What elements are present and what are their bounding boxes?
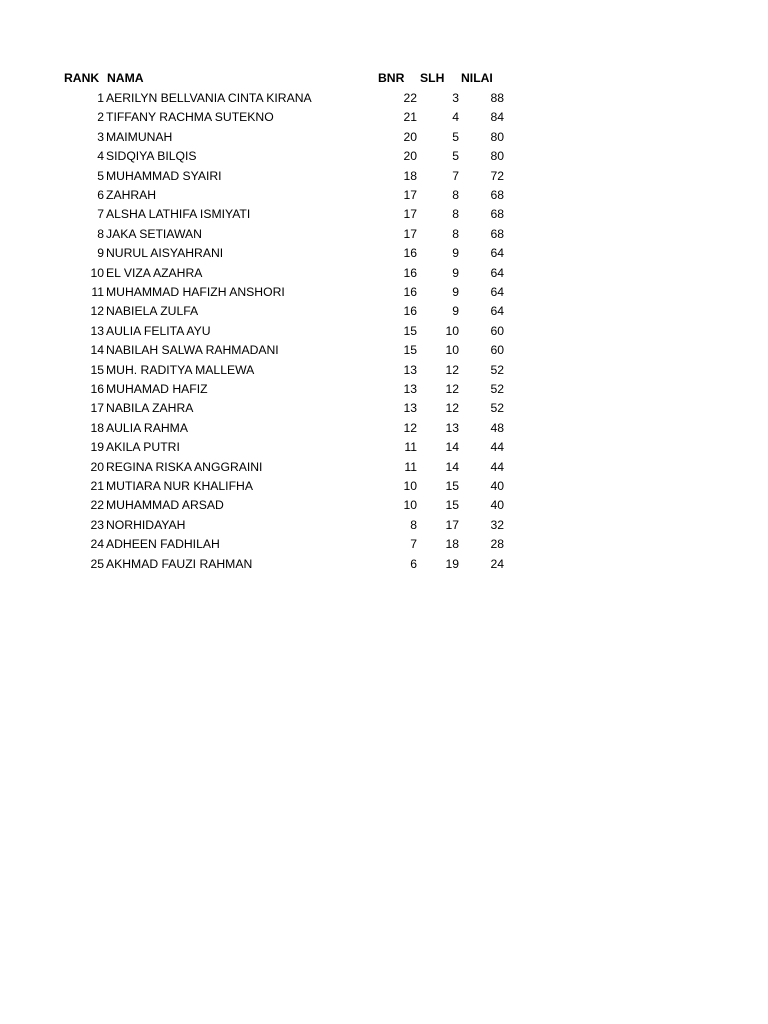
cell-nilai: 64 [490, 304, 504, 319]
cell-slh: 3 [452, 91, 459, 105]
cell-nama: AKILA PUTRI [106, 440, 180, 455]
cell-rank: 25 [90, 556, 104, 571]
cell-nama: MUH. RADITYA MALLEWA [106, 362, 255, 377]
cell-nama: MUHAMMAD HAFIZH ANSHORI [106, 285, 285, 299]
cell-nilai: 44 [490, 459, 504, 474]
cell-nilai: 60 [490, 343, 504, 358]
cell-slh: 4 [452, 110, 459, 125]
cell-nama: EL VIZA AZAHRA [106, 265, 203, 280]
table-row [0, 108, 768, 127]
cell-bnr: 13 [403, 362, 417, 377]
cell-nilai: 52 [490, 401, 504, 416]
cell-bnr: 8 [410, 517, 417, 532]
cell-rank: 7 [97, 207, 104, 222]
table-row [0, 128, 768, 147]
header-rank: RANK [64, 71, 100, 85]
cell-slh: 7 [452, 168, 459, 183]
cell-slh: 17 [445, 517, 459, 532]
cell-rank: 3 [97, 129, 104, 144]
cell-bnr: 17 [403, 207, 417, 222]
cell-nilai: 40 [490, 479, 504, 493]
cell-nama: ALSHA LATHIFA ISMIYATI [106, 207, 251, 222]
cell-nama: AULIA FELITA AYU [106, 323, 211, 338]
table-row [0, 264, 768, 283]
cell-slh: 5 [452, 149, 459, 164]
cell-slh: 10 [445, 323, 459, 338]
cell-bnr: 20 [403, 149, 417, 164]
cell-bnr: 15 [403, 323, 417, 338]
cell-bnr: 22 [403, 91, 417, 105]
cell-rank: 4 [97, 149, 104, 164]
table-row [0, 419, 768, 438]
cell-slh: 14 [445, 459, 459, 474]
cell-bnr: 10 [403, 479, 417, 493]
table-row [0, 225, 768, 244]
cell-rank: 6 [97, 188, 104, 202]
table-row [0, 186, 768, 205]
table-row [0, 167, 768, 186]
table-row [0, 380, 768, 399]
cell-bnr: 15 [403, 343, 417, 358]
cell-rank: 15 [90, 362, 104, 377]
cell-nilai: 40 [490, 498, 504, 513]
header-slh: SLH [420, 71, 445, 85]
cell-nilai: 84 [490, 110, 504, 125]
cell-nilai: 64 [490, 265, 504, 280]
cell-bnr: 10 [403, 498, 417, 513]
table-row [0, 283, 768, 302]
cell-nilai: 44 [490, 440, 504, 455]
cell-nama: AKHMAD FAUZI RAHMAN [106, 556, 253, 571]
cell-nama: NABILA ZAHRA [106, 401, 194, 416]
cell-rank: 11 [91, 285, 104, 299]
cell-nilai: 28 [490, 537, 504, 552]
table-row [0, 205, 768, 224]
cell-rank: 10 [90, 265, 104, 280]
cell-nama: NURUL AISYAHRANI [106, 246, 224, 261]
cell-rank: 5 [97, 168, 104, 183]
cell-nama: AULIA RAHMA [106, 420, 188, 435]
header-nama: NAMA [107, 71, 144, 85]
cell-rank: 19 [90, 440, 104, 455]
cell-slh: 12 [445, 382, 459, 396]
cell-slh: 13 [445, 420, 459, 435]
cell-nama: AERILYN BELLVANIA CINTA KIRANA [106, 91, 312, 105]
cell-nama: MUHAMMAD ARSAD [106, 498, 224, 513]
table-row [0, 302, 768, 321]
cell-nilai: 68 [490, 226, 504, 241]
cell-bnr: 17 [403, 226, 417, 241]
table-row [0, 147, 768, 166]
cell-nilai: 68 [490, 188, 504, 202]
table-row [0, 89, 768, 108]
cell-nilai: 80 [490, 129, 504, 144]
cell-bnr: 21 [403, 110, 417, 125]
cell-slh: 12 [445, 362, 459, 377]
cell-bnr: 13 [403, 401, 417, 416]
cell-nilai: 52 [490, 362, 504, 377]
table-row [0, 535, 768, 554]
table-row [0, 244, 768, 263]
cell-nilai: 24 [490, 556, 504, 571]
cell-nilai: 48 [490, 420, 504, 435]
cell-rank: 16 [90, 382, 104, 396]
table-row [0, 322, 768, 341]
cell-nama: JAKA SETIAWAN [106, 226, 202, 241]
cell-bnr: 16 [403, 246, 417, 261]
table-row [0, 361, 768, 380]
cell-slh: 8 [452, 207, 459, 222]
table-row [0, 399, 768, 418]
cell-nama: MUHAMAD HAFIZ [106, 382, 208, 396]
cell-bnr: 20 [403, 129, 417, 144]
cell-rank: 20 [90, 459, 104, 474]
cell-nilai: 64 [490, 246, 504, 261]
cell-slh: 15 [445, 479, 459, 493]
cell-nama: SIDQIYA BILQIS [106, 149, 197, 164]
cell-slh: 8 [452, 226, 459, 241]
cell-nama: REGINA RISKA ANGGRAINI [106, 459, 263, 474]
cell-nilai: 52 [490, 382, 504, 396]
cell-slh: 18 [445, 537, 459, 552]
cell-slh: 8 [452, 188, 459, 202]
cell-slh: 5 [452, 129, 459, 144]
cell-nama: MUTIARA NUR KHALIFHA [106, 479, 253, 493]
cell-nama: NABILAH SALWA RAHMADANI [106, 343, 279, 358]
cell-nilai: 68 [490, 207, 504, 222]
table-row [0, 458, 768, 477]
cell-nilai: 80 [490, 149, 504, 164]
table-row [0, 496, 768, 515]
table-row [0, 477, 768, 496]
cell-nilai: 88 [490, 91, 504, 105]
cell-rank: 2 [97, 110, 104, 125]
cell-rank: 12 [90, 304, 104, 319]
cell-rank: 1 [97, 91, 104, 105]
cell-bnr: 11 [404, 459, 417, 474]
cell-bnr: 16 [403, 304, 417, 319]
cell-nilai: 72 [490, 168, 504, 183]
cell-slh: 15 [445, 498, 459, 513]
cell-slh: 9 [452, 246, 459, 261]
cell-rank: 23 [90, 517, 104, 532]
cell-nama: TIFFANY RACHMA SUTEKNO [106, 110, 274, 125]
cell-nilai: 60 [490, 323, 504, 338]
cell-bnr: 16 [403, 285, 417, 299]
cell-bnr: 17 [403, 188, 417, 202]
table-row [0, 555, 768, 574]
cell-rank: 18 [90, 420, 104, 435]
cell-nama: MUHAMMAD SYAIRI [106, 168, 222, 183]
cell-rank: 9 [97, 246, 104, 261]
cell-bnr: 11 [404, 440, 417, 455]
header-nilai: NILAI [461, 71, 493, 85]
cell-rank: 24 [90, 537, 104, 552]
cell-nilai: 32 [490, 517, 504, 532]
cell-slh: 12 [445, 401, 459, 416]
table-header [0, 69, 768, 88]
cell-slh: 9 [452, 304, 459, 319]
cell-bnr: 7 [410, 537, 417, 552]
cell-nama: ADHEEN FADHILAH [106, 537, 220, 552]
cell-bnr: 13 [403, 382, 417, 396]
cell-rank: 21 [90, 479, 104, 493]
table-row [0, 438, 768, 457]
cell-slh: 14 [445, 440, 459, 455]
cell-bnr: 18 [403, 168, 417, 183]
cell-slh: 19 [445, 556, 459, 571]
cell-bnr: 12 [403, 420, 417, 435]
cell-slh: 9 [452, 265, 459, 280]
header-bnr: BNR [378, 71, 405, 85]
cell-slh: 10 [445, 343, 459, 358]
cell-bnr: 6 [410, 556, 417, 571]
cell-slh: 9 [452, 285, 459, 299]
table-row [0, 341, 768, 360]
cell-rank: 22 [90, 498, 104, 513]
cell-nama: MAIMUNAH [106, 129, 173, 144]
cell-nama: NORHIDAYAH [106, 517, 186, 532]
cell-nilai: 64 [490, 285, 504, 299]
cell-rank: 14 [90, 343, 104, 358]
table-row [0, 516, 768, 535]
cell-rank: 13 [90, 323, 104, 338]
cell-nama: NABIELA ZULFA [106, 304, 199, 319]
cell-bnr: 16 [403, 265, 417, 280]
cell-rank: 8 [97, 226, 104, 241]
cell-nama: ZAHRAH [106, 188, 157, 202]
cell-rank: 17 [90, 401, 104, 416]
